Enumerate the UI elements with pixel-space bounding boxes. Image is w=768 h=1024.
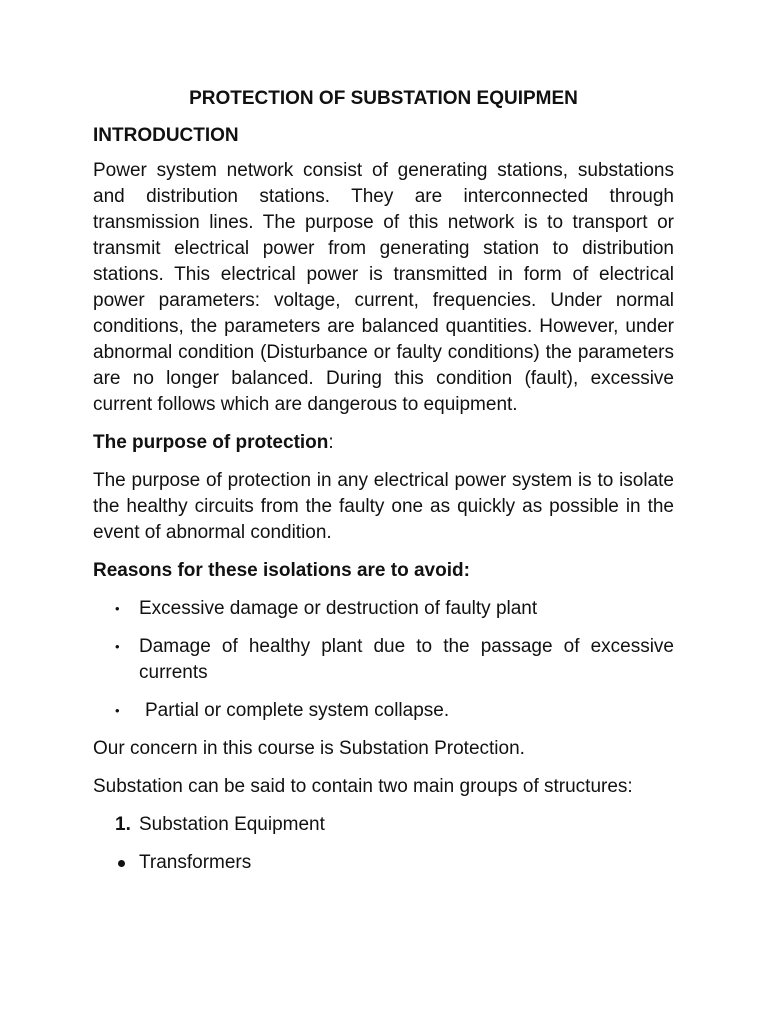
introduction-heading: INTRODUCTION xyxy=(93,125,239,146)
reason-text: Partial or complete system collapse. xyxy=(145,700,450,721)
document-title: PROTECTION OF SUBSTATION EQUIPMEN xyxy=(189,88,578,109)
introduction-paragraph: Power system network consist of generating stations, substations and distribution stations. They are interconnected through transmission lines. The purpose of this network is to transport or transmit electrical power from generating station to distribution stations. This electrical power is transmitted in form of electrical power parameters: voltage, current, frequencies. Under normal conditions, the parameters are balanced quantities. However, under abnormal condition (Disturbance or faulty conditions) the parameters are no longer balanced. During this condition (fault), excessive current follows which are dangerous to equipment. xyxy=(93,160,674,415)
reasons-list xyxy=(93,596,674,724)
item-number: 1. xyxy=(115,814,131,835)
bullet-icon: • xyxy=(115,601,120,616)
groups-paragraph: Substation can be said to contain two main groups of structures: xyxy=(93,776,633,797)
reason-text: Damage of healthy plant due to the passage of excessive currents xyxy=(139,636,674,683)
purpose-heading-text: The purpose of protection xyxy=(93,432,329,453)
concern-paragraph: Our concern in this course is Substation Protection. xyxy=(93,738,525,759)
bullet-dot-icon xyxy=(118,860,125,867)
bullet-icon: • xyxy=(115,703,120,718)
numbered-item xyxy=(93,812,674,838)
list-item xyxy=(93,698,674,724)
reason-text: Excessive damage or destruction of faulty plant xyxy=(139,598,538,619)
purpose-heading xyxy=(93,430,674,456)
purpose-heading-colon: : xyxy=(328,432,334,453)
list-item xyxy=(93,634,674,686)
bullet-list-item xyxy=(93,850,674,876)
list-item xyxy=(93,596,674,622)
item-text: Substation Equipment xyxy=(139,814,325,835)
bullet-item-text: Transformers xyxy=(139,852,252,873)
document-page xyxy=(93,86,674,876)
reasons-heading: Reasons for these isolations are to avoid: xyxy=(93,560,470,581)
bullet-icon: • xyxy=(115,639,120,654)
purpose-paragraph: The purpose of protection in any electrical power system is to isolate the healthy circuits from the faulty one as quickly as possible in the event of abnormal condition. xyxy=(93,470,674,543)
